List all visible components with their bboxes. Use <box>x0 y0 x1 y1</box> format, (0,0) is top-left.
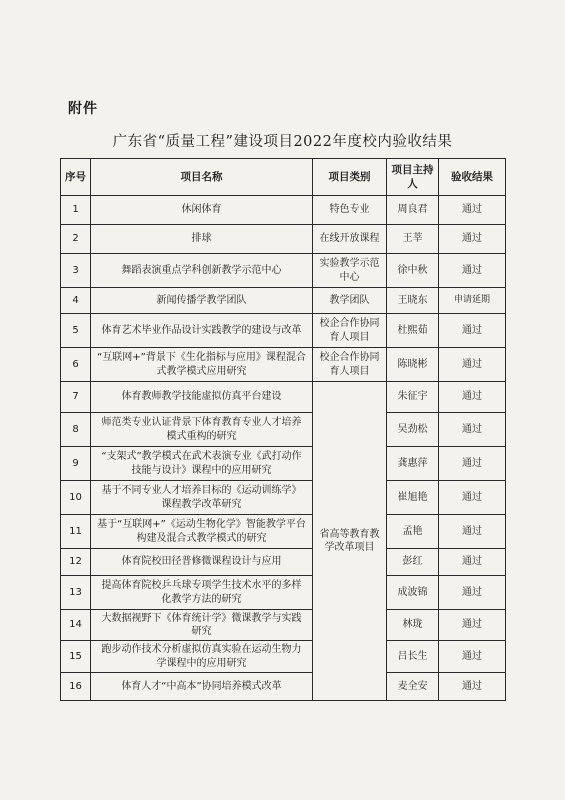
cell-leader: 朱征宇 <box>387 382 439 413</box>
cell-index: 14 <box>61 610 91 641</box>
cell-result: 通过 <box>439 382 506 413</box>
table-row <box>61 549 506 576</box>
cell-leader: 徐中秋 <box>387 254 439 288</box>
cell-index: 9 <box>61 447 91 481</box>
cell-leader: 周良君 <box>387 196 439 225</box>
cell-index: 11 <box>61 515 91 549</box>
table-row <box>61 447 506 481</box>
table-row <box>61 225 506 254</box>
cell-category: 校企合作协同育人项目 <box>313 314 387 348</box>
cell-name: 新闻传播学教学团队 <box>91 288 313 314</box>
cell-index: 13 <box>61 576 91 610</box>
cell-leader: 杜熙茹 <box>387 314 439 348</box>
attachment-label: 附件 <box>68 101 98 117</box>
cell-leader: 成波锦 <box>387 576 439 610</box>
table-row <box>61 673 506 701</box>
cell-leader: 陈晓彬 <box>387 348 439 382</box>
table-row <box>61 288 506 314</box>
results-table <box>60 158 506 701</box>
cell-result: 通过 <box>439 348 506 382</box>
cell-result: 通过 <box>439 641 506 673</box>
cell-name: 基于不同专业人才培养目标的《运动训练学》课程教学改革研究 <box>91 481 313 515</box>
cell-category: 在线开放课程 <box>313 225 387 254</box>
table-row <box>61 576 506 610</box>
cell-leader: 麦全安 <box>387 673 439 701</box>
cell-leader: 吴劲松 <box>387 413 439 447</box>
cell-name: 体育艺术毕业作品设计实践教学的建设与改革 <box>91 314 313 348</box>
cell-category: 省高等教育教学改革项目 <box>313 382 387 701</box>
cell-category: 校企合作协同育人项目 <box>313 348 387 382</box>
cell-name: 舞蹈表演重点学科创新教学示范中心 <box>91 254 313 288</box>
cell-index: 2 <box>61 225 91 254</box>
table-row <box>61 196 506 225</box>
cell-leader: 王晓东 <box>387 288 439 314</box>
table-row <box>61 382 506 413</box>
cell-result: 通过 <box>439 254 506 288</box>
table-body <box>61 196 506 701</box>
cell-result: 通过 <box>439 413 506 447</box>
cell-result: 通过 <box>439 481 506 515</box>
cell-index: 7 <box>61 382 91 413</box>
cell-index: 3 <box>61 254 91 288</box>
table-row <box>61 481 506 515</box>
table-header-row <box>61 159 506 196</box>
cell-category: 实验教学示范中心 <box>313 254 387 288</box>
page-title: 广东省“质量工程”建设项目2022年度校内验收结果 <box>112 134 453 150</box>
cell-index: 12 <box>61 549 91 576</box>
cell-index: 15 <box>61 641 91 673</box>
cell-category: 教学团队 <box>313 288 387 314</box>
table-row <box>61 348 506 382</box>
cell-name: 师范类专业认证背景下体育教育专业人才培养模式重构的研究 <box>91 413 313 447</box>
cell-name: 跑步动作技术分析虚拟仿真实验在运动生物力学课程中的应用研究 <box>91 641 313 673</box>
cell-result: 通过 <box>439 196 506 225</box>
cell-index: 5 <box>61 314 91 348</box>
cell-index: 10 <box>61 481 91 515</box>
cell-name: 休闲体育 <box>91 196 313 225</box>
cell-leader: 彭红 <box>387 549 439 576</box>
cell-leader: 孟艳 <box>387 515 439 549</box>
cell-name: 体育教师教学技能虚拟仿真平台建设 <box>91 382 313 413</box>
cell-index: 4 <box>61 288 91 314</box>
cell-result: 通过 <box>439 314 506 348</box>
cell-name: 体育院校田径普修微课程设计与应用 <box>91 549 313 576</box>
cell-result: 通过 <box>439 549 506 576</box>
header-category: 项目类别 <box>313 159 387 196</box>
table-row <box>61 413 506 447</box>
cell-index: 16 <box>61 673 91 701</box>
cell-result: 申请延期 <box>439 288 506 314</box>
cell-result: 通过 <box>439 225 506 254</box>
cell-result: 通过 <box>439 515 506 549</box>
table-row <box>61 641 506 673</box>
cell-name: 排球 <box>91 225 313 254</box>
cell-name: 大数据视野下《体育统计学》微课教学与实践研究 <box>91 610 313 641</box>
cell-name: 体育人才“中高本”协同培养模式改革 <box>91 673 313 701</box>
cell-name: 基于“互联网+”《运动生物化学》智能教学平台构建及混合式教学模式的研究 <box>91 515 313 549</box>
header-result: 验收结果 <box>439 159 506 196</box>
cell-name: “支架式”教学模式在武术表演专业《武打动作技能与设计》课程中的应用研究 <box>91 447 313 481</box>
cell-index: 1 <box>61 196 91 225</box>
cell-result: 通过 <box>439 610 506 641</box>
header-name: 项目名称 <box>91 159 313 196</box>
cell-category: 特色专业 <box>313 196 387 225</box>
cell-leader: 崔旭艳 <box>387 481 439 515</box>
header-index: 序号 <box>61 159 91 196</box>
cell-leader: 龚惠萍 <box>387 447 439 481</box>
table-row <box>61 314 506 348</box>
table-row <box>61 515 506 549</box>
table-row <box>61 254 506 288</box>
cell-leader: 吕长生 <box>387 641 439 673</box>
header-leader: 项目主持人 <box>387 159 439 196</box>
cell-result: 通过 <box>439 447 506 481</box>
cell-index: 6 <box>61 348 91 382</box>
cell-name: 提高体育院校乒乓球专项学生技术水平的多样化教学方法的研究 <box>91 576 313 610</box>
cell-name: “互联网+”背景下《生化指标与应用》课程混合式教学模式应用研究 <box>91 348 313 382</box>
cell-result: 通过 <box>439 673 506 701</box>
cell-result: 通过 <box>439 576 506 610</box>
cell-index: 8 <box>61 413 91 447</box>
cell-leader: 王莘 <box>387 225 439 254</box>
cell-leader: 林珑 <box>387 610 439 641</box>
table-row <box>61 610 506 641</box>
